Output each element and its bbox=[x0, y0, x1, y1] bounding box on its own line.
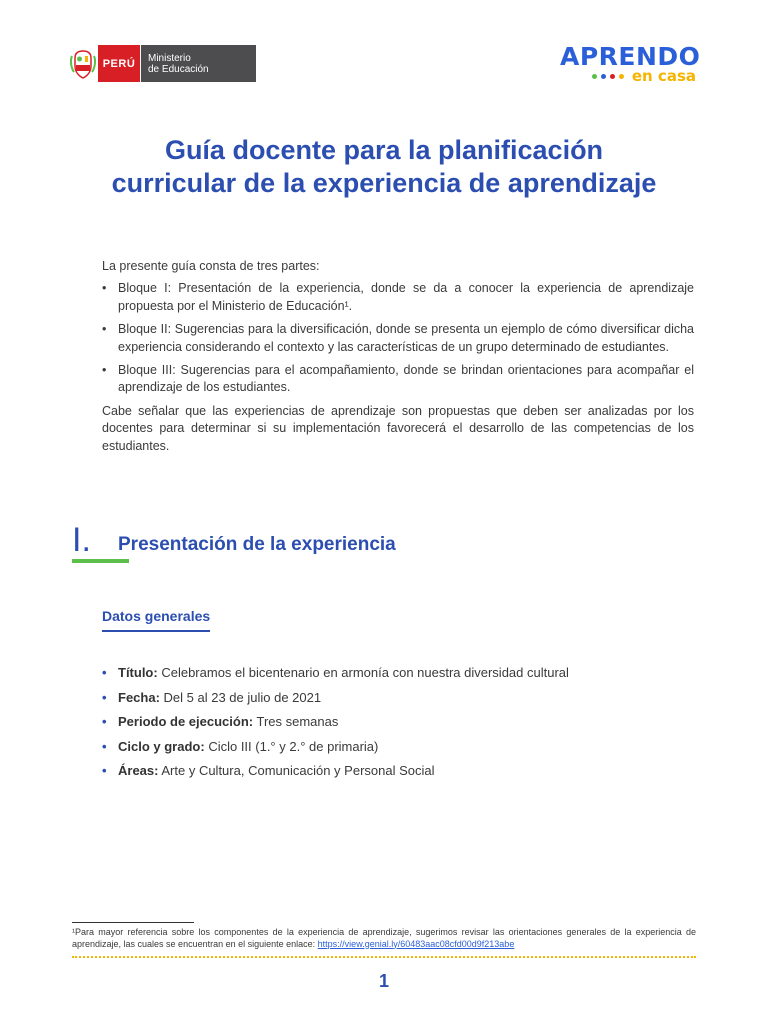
intro-text: La presente guía consta de tres partes: bbox=[102, 259, 320, 273]
parts-list bbox=[102, 280, 694, 396]
list-item bbox=[102, 713, 569, 738]
title-line-2: curricular de la experiencia de aprendizaje bbox=[111, 168, 657, 198]
detail-value: Arte y Cultura, Comunicación y Personal Social bbox=[161, 763, 435, 778]
list-item: • Bloque III: Sugerencias para el acompañamiento, donde se brindan orientaciones para acompañar el aprendizaje de los estudiantes. bbox=[102, 362, 694, 397]
ministry-line-1: Ministerio bbox=[148, 53, 191, 64]
peru-label: PERÚ bbox=[98, 45, 140, 82]
section-number: I. bbox=[72, 521, 91, 559]
closing-text: Cabe señalar que las experiencias de aprendizaje son propuestas que deben ser analizadas por los docentes para determinar si su implementación favorecerá el desarrollo de las competencias de los estudiantes. bbox=[102, 403, 694, 453]
ministry-name bbox=[140, 45, 256, 82]
detail-label: Fecha: bbox=[118, 689, 160, 705]
coat-of-arms-icon bbox=[68, 45, 98, 82]
brand-bottom: en casa bbox=[631, 67, 696, 85]
list-item bbox=[102, 738, 569, 763]
detail-value: Ciclo III (1.° y 2.° de primaria) bbox=[208, 738, 379, 754]
detail-label: Periodo de ejecución: bbox=[118, 714, 254, 729]
footnote-link[interactable]: https://view.genial.ly/60483aac08cfd00d9f213abe bbox=[317, 938, 515, 949]
detail-value: Del 5 al 23 de julio de 2021 bbox=[163, 689, 322, 705]
section-underline bbox=[72, 559, 129, 563]
detail-value: Tres semanas bbox=[256, 714, 339, 729]
footnote-divider bbox=[72, 922, 194, 923]
subsection-heading: Datos generales bbox=[102, 608, 210, 632]
list-item bbox=[102, 664, 569, 689]
page-title bbox=[0, 134, 768, 200]
title-line-1: Guía docente para la planificación bbox=[164, 135, 604, 165]
detail-label: Ciclo y grado: bbox=[118, 738, 205, 754]
footer-dotted-divider bbox=[72, 956, 696, 958]
detail-label: Título: bbox=[118, 665, 158, 680]
footnote-text: ¹Para mayor referencia sobre los componentes de la experiencia de aprendizaje, sugerimos revisar las orientaciones generales de la experiencia de aprendizaje, las cuales se encuentran en el siguiente enlace: bbox=[72, 927, 696, 949]
brand-top: APRENDO bbox=[560, 42, 701, 71]
detail-label: Áreas: bbox=[118, 763, 159, 778]
page-number: 1 bbox=[378, 971, 389, 991]
ministry-logo bbox=[68, 45, 256, 82]
list-item: • Bloque II: Sugerencias para la diversificación, donde se presenta un ejemplo de cómo diversificar dicha experiencia considerando el contexto y las características de un grupo determinado de estudiantes. bbox=[102, 321, 694, 356]
list-item bbox=[102, 689, 569, 714]
section-title: Presentación de la experiencia bbox=[118, 534, 396, 555]
detail-value: Celebramos el bicentenario en armonía con nuestra diversidad cultural bbox=[161, 665, 569, 680]
ministry-line-2: de Educación bbox=[148, 64, 209, 75]
brand-dots-icon bbox=[592, 74, 624, 79]
list-item bbox=[102, 762, 569, 787]
intro-content bbox=[102, 258, 694, 455]
list-item: • Bloque I: Presentación de la experiencia, donde se da a conocer la experiencia de aprendizaje propuesta por el Ministerio de Educación¹. bbox=[102, 280, 694, 315]
aprendo-en-casa-logo bbox=[560, 42, 701, 85]
footnote bbox=[72, 927, 696, 950]
general-data-list bbox=[102, 664, 569, 787]
page-header bbox=[0, 40, 768, 90]
